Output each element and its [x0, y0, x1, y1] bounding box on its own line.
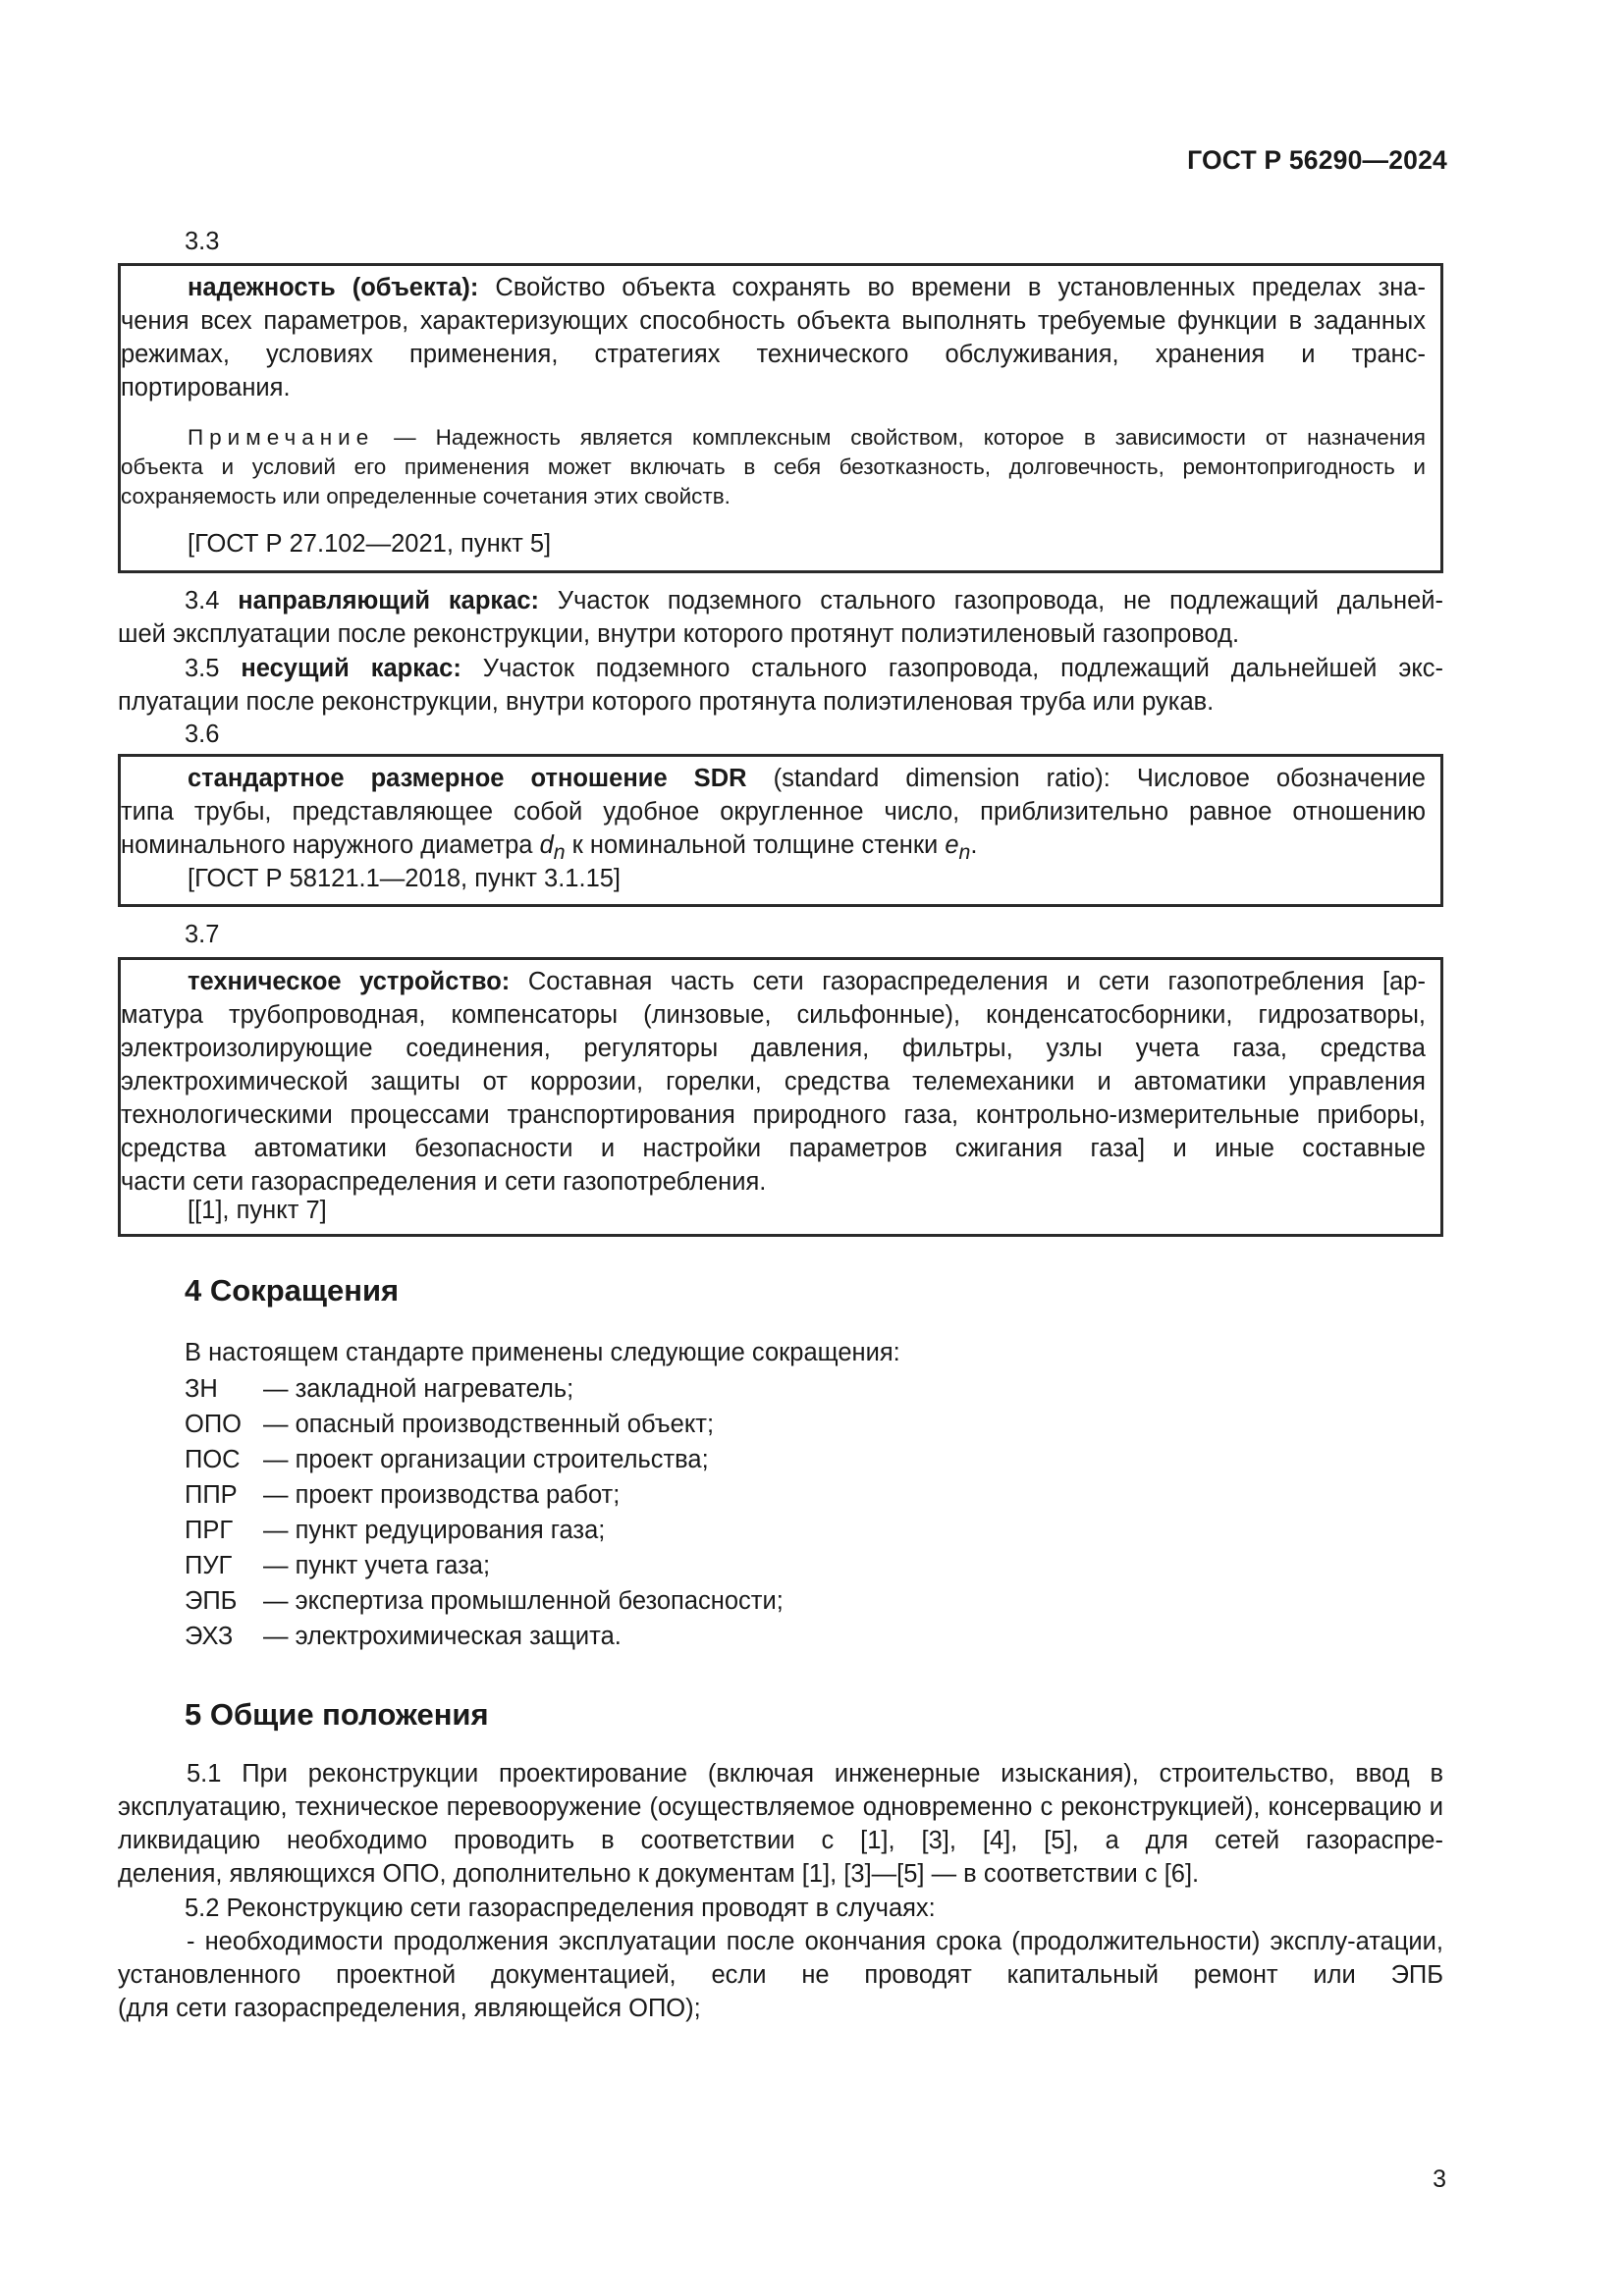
page-number: 3 — [1433, 2165, 1446, 2193]
abbreviation-definition: — электрохимическая защита. — [263, 1623, 622, 1650]
term-number-3-7: 3.7 — [185, 921, 220, 948]
abbreviation-definition: — экспертиза промышленной безопасности; — [263, 1587, 784, 1615]
abbreviation-definition: — проект организации строительства; — [263, 1446, 709, 1473]
term-3-5 — [118, 652, 1443, 719]
term-definition-last-line: шей эксплуатации после реконструкции, внутри которого протянут полиэтиленовый газопровод. — [118, 620, 1240, 648]
term-definition-text: Участок подземного стального газопровода, не подлежащий дальней- — [539, 587, 1443, 614]
term-box-3-6 — [118, 754, 1443, 907]
abbreviation-definition: — пункт редуцирования газа; — [263, 1517, 606, 1544]
note-3-3 — [121, 423, 1426, 511]
abbreviation-code: ППР — [185, 1481, 238, 1509]
term-number-3-3: 3.3 — [185, 228, 220, 255]
definition-text: номинального наружного диаметра — [121, 831, 540, 859]
symbol-d: d — [539, 831, 554, 859]
abbreviation-row — [185, 1620, 622, 1655]
term-definition-last-line: портирования. — [121, 374, 291, 401]
term-source-3-6: [ГОСТ Р 58121.1—2018, пункт 3.1.15] — [188, 865, 622, 892]
note-last-line: сохраняемость или определенные сочетания этих свойств. — [121, 484, 731, 508]
document-header-id: ГОСТ Р 56290—2024 — [1187, 145, 1447, 175]
abbreviation-code: ПОС — [185, 1446, 241, 1473]
abbreviation-row — [185, 1549, 490, 1584]
abbreviation-definition: — пункт учета газа; — [263, 1552, 491, 1579]
abbreviation-row — [185, 1443, 709, 1478]
definition-text: к номинальной толщине стенки — [565, 831, 946, 859]
paragraph-5-1 — [118, 1757, 1443, 1891]
term-title: техническое устройство: — [188, 968, 511, 995]
period: . — [970, 831, 978, 859]
term-definition-text: Свойство объекта сохранять во времени в установленных пределах зна- — [478, 274, 1426, 301]
abbreviation-definition: — опасный производственный объект; — [263, 1411, 715, 1438]
abbreviation-code: ЗН — [185, 1375, 218, 1403]
term-number-3-4: 3.4 — [185, 587, 220, 614]
section-title-4: 4 Сокращения — [185, 1273, 400, 1308]
subscript-n: n — [958, 840, 971, 865]
paragraph-5-1-body: 5.1 При реконструкции проектирование (включая инженерные изыскания), строительство, ввод в эксплуатацию, техническое перевооружение (осуществляемое одновременно с реконструкцией), консервацию и ликвидацию необходимо проводить в соответствии с [1], [3], [4], [5], а для сетей газораспре- — [118, 1760, 1443, 1854]
note-body: объекта и условий его применения может включать в себя безотказность, долговечность, ремонтопригодность и — [121, 454, 1426, 479]
term-3-4 — [118, 584, 1443, 651]
abbreviation-code: ЭХЗ — [185, 1623, 234, 1650]
term-definition-text: (standard dimension ratio): Числовое обозначение — [746, 765, 1426, 792]
subscript-n: n — [553, 840, 566, 865]
abbreviation-row — [185, 1408, 714, 1443]
term-definition-body: чения всех параметров, характеризующих способность объекта выполнять требуемые функции в заданных режимах, условиях применения, стратегиях технического обслуживания, хранения и транс- — [121, 307, 1426, 368]
term-definition-last-line: плуатации после реконструкции, внутри которого протянута полиэтиленовая труба или рукав. — [118, 688, 1215, 716]
term-number-3-5: 3.5 — [185, 655, 220, 682]
term-definition-text: Участок подземного стального газопровода, подлежащий дальнейшей экс- — [460, 655, 1444, 682]
paragraph-5-2: 5.2 Реконструкцию сети газораспределения проводят в случаях: — [185, 1895, 936, 1922]
term-box-3-3 — [118, 263, 1443, 573]
term-definition-body: матура трубопроводная, компенсаторы (линзовые, сильфонные), конденсатосборники, гидрозатворы, электроизолирующие соединения, регуляторы давления, фильтры, узлы учета газа, средства электрохимической защиты от коррозии, горелки, средства телемеханики и автоматики управления технологическими процессами транспортирования природного газа, контрольно-измерительные приборы, средства автоматики безопасности и настройки параметров сжигания газа] и иные составные — [121, 1001, 1426, 1162]
term-box-3-7 — [118, 957, 1443, 1237]
note-text: Надежность является комплексным свойством, которое в зависимости от назначения — [435, 425, 1426, 450]
bullet-item — [118, 1925, 1443, 2025]
term-title: стандартное размерное отношение SDR — [188, 765, 747, 792]
abbreviation-definition: — проект производства работ; — [263, 1481, 621, 1509]
abbreviation-code: ПРГ — [185, 1517, 234, 1544]
term-source-3-7: [[1], пункт 7] — [188, 1197, 327, 1224]
term-definition-text: Составная часть сети газораспределения и сети газопотребления [ар- — [510, 968, 1426, 995]
term-definition-3-7 — [121, 965, 1426, 1199]
bullet-item-body: - необходимости продолжения эксплуатации после окончания срока (продолжительности) эксплу-атации, установленного проектной документацией, если не проводят капитальный ремонт или ЭПБ — [118, 1928, 1443, 1989]
term-source-3-3: [ГОСТ Р 27.102—2021, пункт 5] — [188, 530, 552, 558]
term-definition-3-3 — [121, 271, 1426, 404]
note-label: Примечание — [188, 425, 375, 450]
term-definition-line: типа трубы, представляющее собой удобное округленное число, приблизительно равное отношению — [121, 798, 1426, 826]
term-title: надежность (объекта): — [188, 274, 479, 301]
section-title-5: 5 Общие положения — [185, 1697, 489, 1732]
paragraph-5-1-last-line: деления, являющихся ОПО, дополнительно к документам [1], [3]—[5] — в соответствии с [6]. — [118, 1860, 1200, 1888]
abbreviation-row — [185, 1584, 784, 1620]
abbreviation-code: ОПО — [185, 1411, 242, 1438]
term-definition-continuation — [121, 304, 1426, 404]
term-title: несущий каркас: — [241, 655, 461, 682]
abbreviation-row — [185, 1478, 620, 1514]
section-4-intro: В настоящем стандарте применены следующие сокращения: — [185, 1339, 900, 1366]
abbreviation-code: ПУГ — [185, 1552, 233, 1579]
note-dash: — — [374, 425, 436, 450]
abbreviation-code: ЭПБ — [185, 1587, 238, 1615]
symbol-e: e — [945, 831, 959, 859]
term-title: направляющий каркас: — [238, 587, 540, 614]
abbreviation-row — [185, 1514, 605, 1549]
term-definition-3-6 — [121, 762, 1426, 869]
abbreviation-row — [185, 1372, 573, 1408]
abbreviation-definition: — закладной нагреватель; — [263, 1375, 574, 1403]
bullet-item-last-line: (для сети газораспределения, являющейся ОПО); — [118, 1995, 701, 2022]
term-definition-last-line: части сети газораспределения и сети газопотребления. — [121, 1168, 767, 1196]
term-number-3-6: 3.6 — [185, 721, 220, 748]
